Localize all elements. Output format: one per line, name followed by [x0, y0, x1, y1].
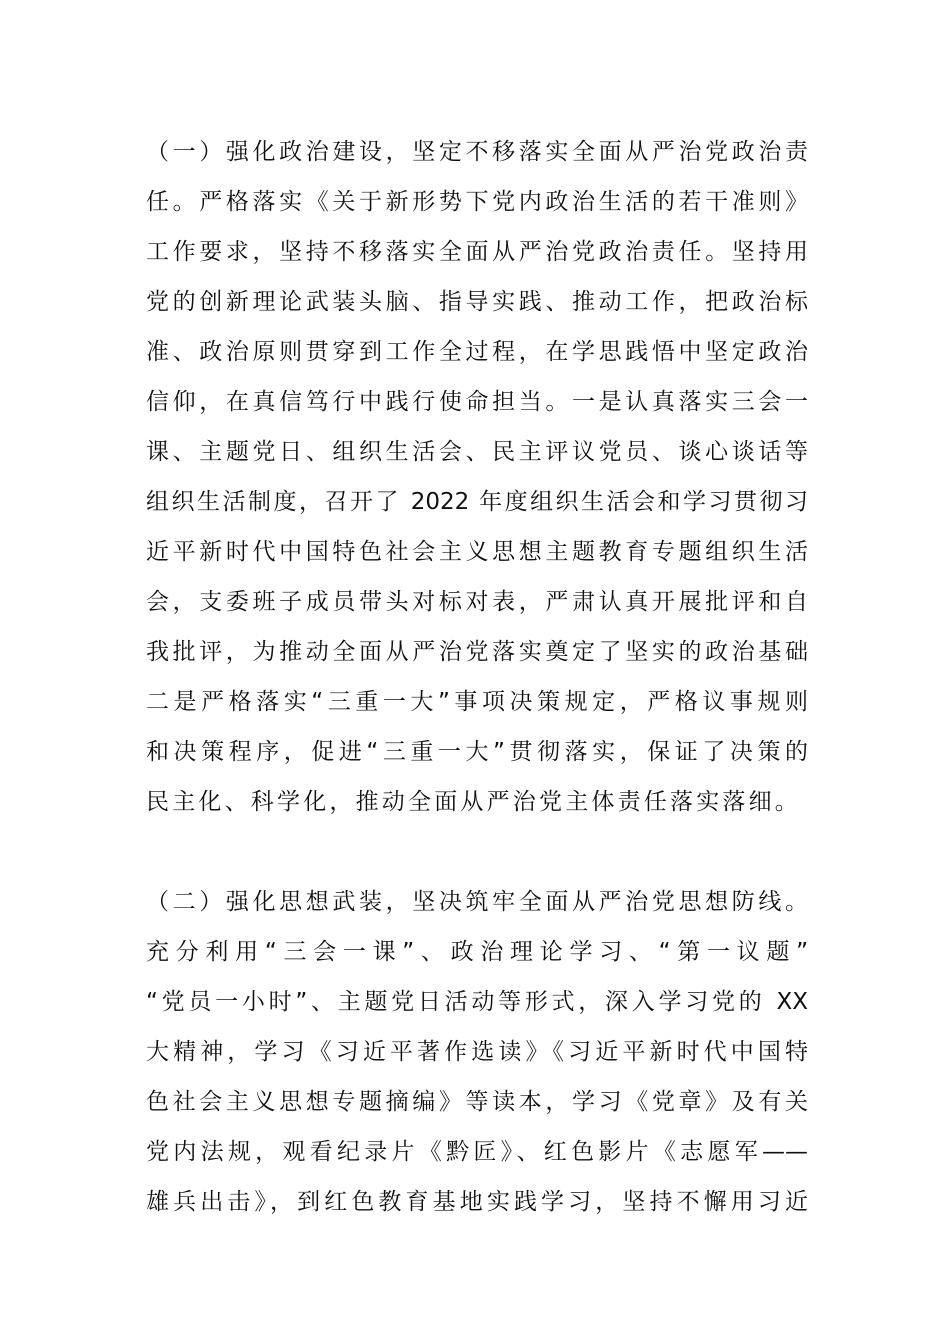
text-line: 民主化、科学化，推动全面从严治党主体责任落实落细。	[146, 789, 801, 815]
text-line: 党的创新理论武装头脑、指导实践、推动工作，把政治标	[146, 289, 808, 315]
text-line: 会，支委班子成员带头对标对表，严肃认真开展批评和自	[146, 589, 808, 615]
paragraph-strengthen-political-building	[146, 127, 808, 827]
text-line: 色社会主义思想专题摘编》等读本，学习《党章》及有关	[146, 1089, 808, 1115]
text-line: 工作要求，坚持不移落实全面从严治党政治责任。坚持用	[146, 239, 808, 265]
text-line: 党内法规，观看纪录片《黔匠》、红色影片《志愿军——	[146, 1139, 808, 1165]
text-line: 我批评，为推动全面从严治党落实奠定了坚实的政治基础	[146, 639, 808, 665]
text-line: （一）强化政治建设，坚定不移落实全面从严治党政治责	[146, 139, 808, 165]
text-line: 和决策程序，促进“三重一大”贯彻落实，保证了决策的	[146, 739, 808, 765]
text-line: 二是严格落实“三重一大”事项决策规定，严格议事规则	[146, 689, 808, 715]
text-line: 组织生活制度，召开了 2022 年度组织生活会和学习贯彻习	[146, 489, 808, 515]
text-line: “党员一小时”、主题党日活动等形式，深入学习党的 XX	[146, 989, 808, 1015]
text-line: 雄兵出击》，到红色教育基地实践学习，坚持不懈用习近	[146, 1189, 808, 1215]
text-line: （二）强化思想武装，坚决筑牢全面从严治党思想防线。	[146, 889, 808, 915]
text-line: 准、政治原则贯穿到工作全过程，在学思践悟中坚定政治	[146, 339, 808, 365]
text-line: 信仰，在真信笃行中践行使命担当。一是认真落实三会一	[146, 389, 808, 415]
text-line: 任。严格落实《关于新形势下党内政治生活的若干准则》	[146, 189, 808, 215]
text-line: 课、主题党日、组织生活会、民主评议党员、谈心谈话等	[146, 439, 808, 465]
text-line: 充分利用“三会一课”、政治理论学习、“第一议题”	[146, 939, 808, 965]
text-line: 大精神，学习《习近平著作选读》《习近平新时代中国特	[146, 1039, 808, 1065]
text-line: 近平新时代中国特色社会主义思想主题教育专题组织生活	[146, 539, 808, 565]
paragraph-strengthen-ideological-armament	[146, 877, 808, 1227]
